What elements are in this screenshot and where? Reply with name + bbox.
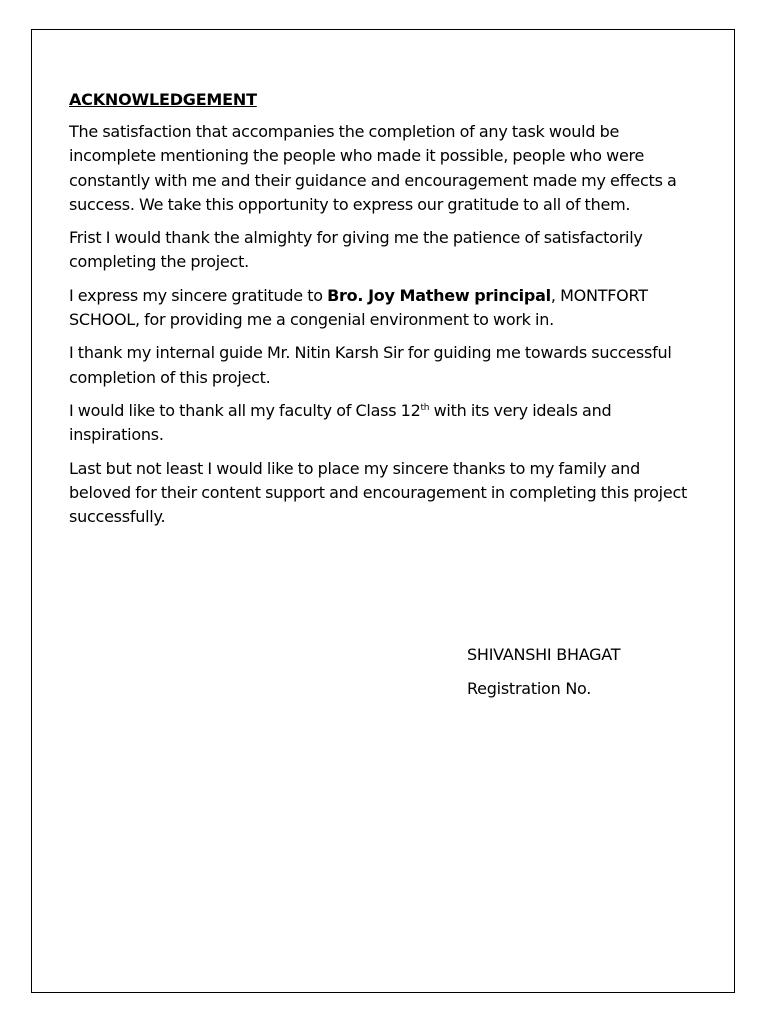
paragraph-guide: I thank my internal guide Mr. Nitin Karsh Sir for guiding me towards successful completion of this project.: [69, 343, 672, 387]
principal-text-after: , MONTFORT SCHOOL, for providing me a congenial environment to work in.: [69, 285, 648, 330]
paragraph-principal: [69, 284, 699, 333]
principal-name: Bro. Joy Mathew principal: [327, 285, 551, 305]
page-title: ACKNOWLEDGEMENT: [69, 90, 257, 109]
faculty-text-after: with its very ideals and inspirations.: [69, 400, 612, 445]
faculty-text-before: I would like to thank all my faculty of Class 12: [69, 400, 421, 420]
signature-block: [467, 644, 620, 712]
paragraph-family: Last but not least I would like to place my sincere thanks to my family and beloved for their content support and encouragement in completing this project successfully.: [69, 458, 688, 527]
acknowledgement-body: [69, 89, 699, 538]
principal-text-before: I express my sincere gratitude to: [69, 285, 328, 305]
paragraph-faculty: [69, 399, 699, 448]
paragraph-almighty: Frist I would thank the almighty for giving me the patience of satisfactorily completing the project.: [69, 228, 643, 272]
ordinal-superscript: th: [420, 402, 430, 413]
signatory-name: SHIVANSHI BHAGAT: [467, 645, 621, 664]
registration-label: Registration No.: [467, 679, 592, 698]
paragraph-satisfaction: The satisfaction that accompanies the completion of any task would be incomplete mentioning the people who made it possible, people who were constantly with me and their guidance and encouragement made my effects a success. We take this opportunity to express our gratitude to all of them.: [69, 122, 677, 214]
